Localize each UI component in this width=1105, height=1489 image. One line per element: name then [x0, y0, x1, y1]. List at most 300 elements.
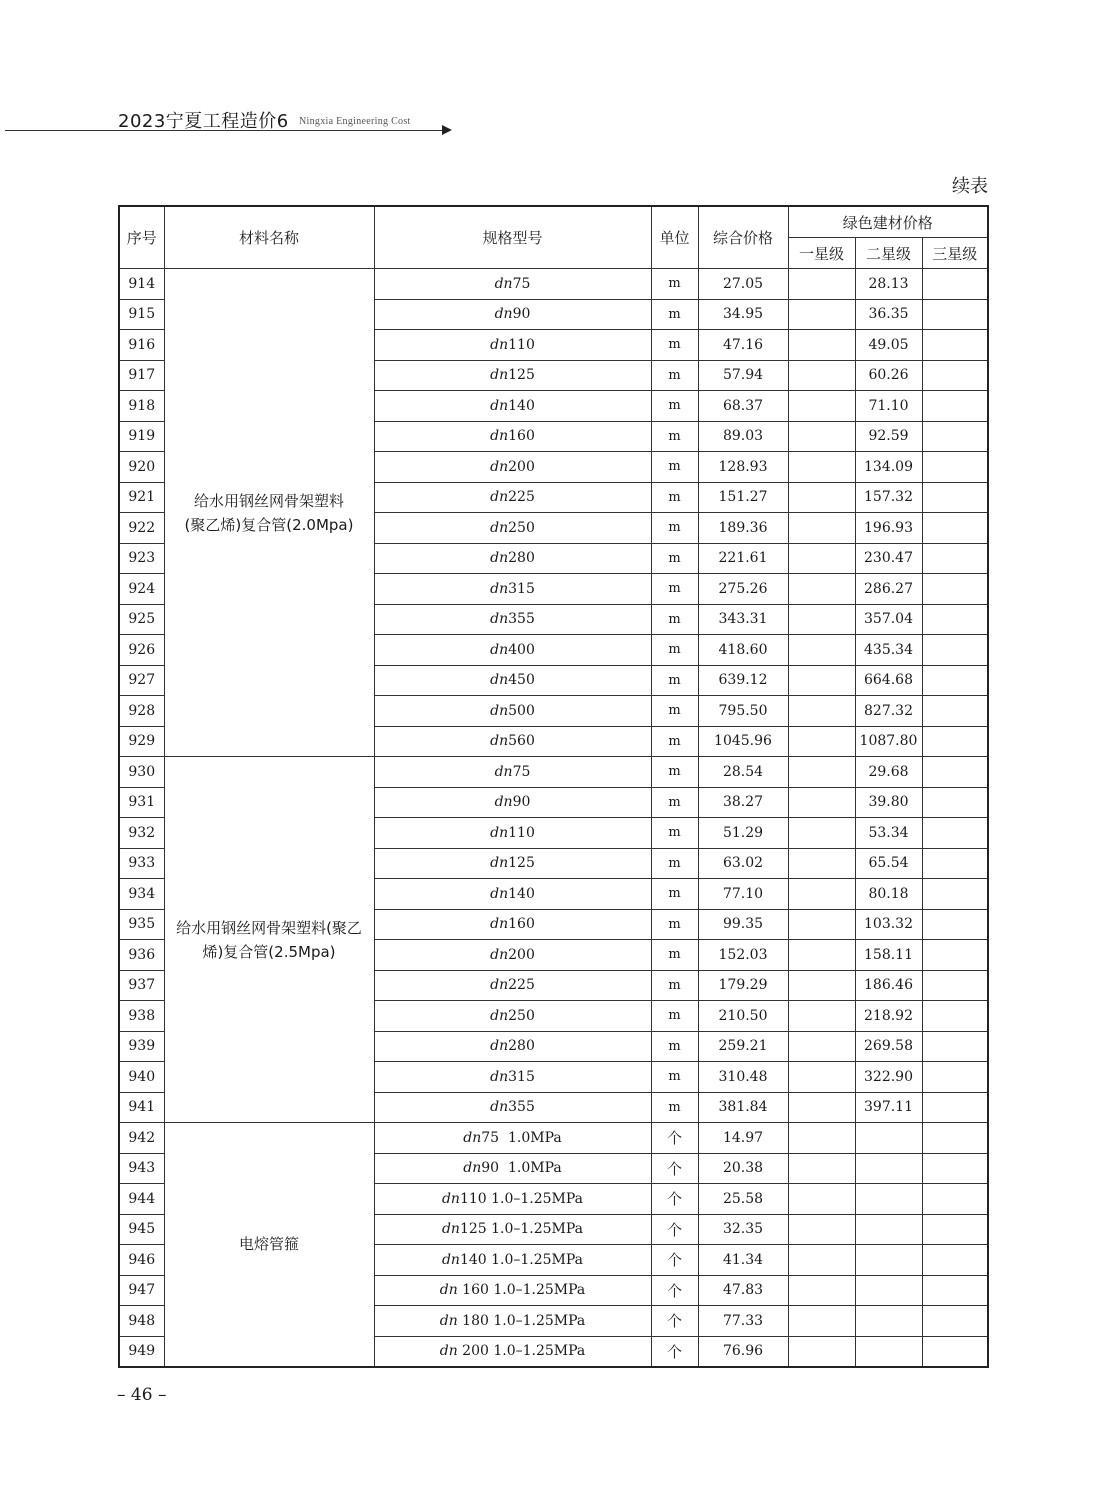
cell-price: 151.27	[698, 482, 788, 513]
cell-unit: m	[651, 1062, 698, 1093]
cell-price: 795.50	[698, 696, 788, 727]
spec-value: 90	[512, 794, 531, 811]
header-spec: 规格型号	[374, 206, 651, 269]
spec-value: 110	[508, 824, 535, 841]
cell-spec	[374, 452, 651, 483]
cell-price: 47.83	[698, 1275, 788, 1306]
cell-star-3	[922, 452, 988, 483]
cell-star-1	[788, 391, 855, 422]
cell-star-3	[922, 543, 988, 574]
cell-star-2	[855, 1123, 922, 1154]
cell-seq: 940	[119, 1062, 164, 1093]
cell-price: 221.61	[698, 543, 788, 574]
spec-value: 140	[508, 885, 535, 902]
cell-star-2	[855, 1184, 922, 1215]
cell-unit: 个	[651, 1214, 698, 1245]
cell-seq: 938	[119, 1001, 164, 1032]
table-row	[119, 1123, 988, 1154]
cell-price: 38.27	[698, 787, 788, 818]
cell-price: 41.34	[698, 1245, 788, 1276]
spec-dn-prefix: dn	[490, 580, 509, 597]
spec-dn-prefix: dn	[439, 1282, 458, 1299]
spec-dn-prefix: dn	[490, 367, 509, 384]
cell-price: 128.93	[698, 452, 788, 483]
cell-star-3	[922, 1062, 988, 1093]
spec-dn-prefix: dn	[490, 977, 509, 994]
header-star-3: 三星级	[922, 238, 988, 269]
cell-star-2: 186.46	[855, 970, 922, 1001]
spec-value: 355	[508, 1099, 535, 1116]
cell-spec	[374, 330, 651, 361]
cell-star-1	[788, 848, 855, 879]
cell-star-3	[922, 1306, 988, 1337]
cell-seq: 942	[119, 1123, 164, 1154]
page-number: – 46 –	[117, 1385, 167, 1405]
cell-star-2: 157.32	[855, 482, 922, 513]
cell-seq: 944	[119, 1184, 164, 1215]
cell-unit: m	[651, 818, 698, 849]
cell-unit: m	[651, 391, 698, 422]
cell-star-3	[922, 879, 988, 910]
cell-seq: 927	[119, 665, 164, 696]
cell-star-1	[788, 604, 855, 635]
cell-spec	[374, 787, 651, 818]
cell-star-2: 103.32	[855, 909, 922, 940]
cell-price: 210.50	[698, 1001, 788, 1032]
cell-seq: 915	[119, 299, 164, 330]
cell-star-2	[855, 1306, 922, 1337]
spec-dn-prefix: dn	[463, 1129, 482, 1146]
cell-unit: m	[651, 360, 698, 391]
cell-seq: 946	[119, 1245, 164, 1276]
cell-price: 20.38	[698, 1153, 788, 1184]
cell-star-1	[788, 1336, 855, 1367]
cell-spec	[374, 604, 651, 635]
spec-value: 250	[508, 519, 535, 536]
spec-dn-prefix: dn	[463, 1160, 482, 1177]
cell-star-1	[788, 574, 855, 605]
cell-star-1	[788, 1001, 855, 1032]
spec-value: 90 1.0MPa	[481, 1160, 562, 1177]
cell-spec	[374, 1001, 651, 1032]
cell-price: 259.21	[698, 1031, 788, 1062]
cell-seq: 917	[119, 360, 164, 391]
spec-dn-prefix: dn	[490, 1099, 509, 1116]
cell-price: 25.58	[698, 1184, 788, 1215]
price-table	[118, 205, 989, 1368]
cell-star-2: 230.47	[855, 543, 922, 574]
cell-star-1	[788, 1275, 855, 1306]
cell-material-name: 电熔管箍	[164, 1123, 374, 1367]
cell-spec	[374, 513, 651, 544]
cell-star-1	[788, 360, 855, 391]
header-seq: 序号	[119, 206, 164, 269]
cell-seq: 916	[119, 330, 164, 361]
cell-seq: 928	[119, 696, 164, 727]
cell-star-2: 60.26	[855, 360, 922, 391]
spec-value: 200	[508, 946, 535, 963]
cell-star-2	[855, 1153, 922, 1184]
cell-unit: m	[651, 726, 698, 757]
cell-seq: 935	[119, 909, 164, 940]
cell-star-3	[922, 909, 988, 940]
cell-seq: 939	[119, 1031, 164, 1062]
cell-seq: 937	[119, 970, 164, 1001]
cell-star-3	[922, 970, 988, 1001]
cell-star-2: 435.34	[855, 635, 922, 666]
cell-star-2: 53.34	[855, 818, 922, 849]
spec-value: 180 1.0–1.25MPa	[457, 1312, 586, 1329]
cell-star-2	[855, 1275, 922, 1306]
cell-star-1	[788, 1092, 855, 1123]
table-row	[119, 757, 988, 788]
spec-value: 110 1.0–1.25MPa	[459, 1190, 584, 1207]
cell-star-1	[788, 970, 855, 1001]
spec-dn-prefix: dn	[490, 489, 509, 506]
cell-star-1	[788, 879, 855, 910]
cell-price: 343.31	[698, 604, 788, 635]
spec-value: 280	[508, 1038, 535, 1055]
cell-unit: m	[651, 1031, 698, 1062]
spec-value: 90	[512, 306, 531, 323]
cell-price: 152.03	[698, 940, 788, 971]
spec-dn-prefix: dn	[439, 1312, 458, 1329]
cell-star-2: 357.04	[855, 604, 922, 635]
cell-unit: m	[651, 330, 698, 361]
cell-spec	[374, 940, 651, 971]
cell-star-1	[788, 269, 855, 300]
cell-star-2: 80.18	[855, 879, 922, 910]
running-header-subtitle: Ningxia Engineering Cost	[299, 116, 411, 127]
cell-star-2: 196.93	[855, 513, 922, 544]
spec-dn-prefix: dn	[441, 1251, 460, 1268]
cell-seq: 920	[119, 452, 164, 483]
spec-dn-prefix: dn	[441, 1221, 460, 1238]
cell-price: 418.60	[698, 635, 788, 666]
cell-seq: 929	[119, 726, 164, 757]
table-header	[119, 206, 988, 269]
header-price: 综合价格	[698, 206, 788, 269]
cell-price: 32.35	[698, 1214, 788, 1245]
cell-price: 179.29	[698, 970, 788, 1001]
header-unit: 单位	[651, 206, 698, 269]
cell-unit: m	[651, 543, 698, 574]
cell-star-3	[922, 726, 988, 757]
cell-unit: m	[651, 482, 698, 513]
cell-star-3	[922, 391, 988, 422]
spec-value: 75 1.0MPa	[481, 1129, 562, 1146]
cell-seq: 930	[119, 757, 164, 788]
cell-star-2: 158.11	[855, 940, 922, 971]
cell-star-2: 134.09	[855, 452, 922, 483]
cell-price: 76.96	[698, 1336, 788, 1367]
cell-seq: 932	[119, 818, 164, 849]
cell-price: 47.16	[698, 330, 788, 361]
cell-star-1	[788, 421, 855, 452]
cell-star-2	[855, 1214, 922, 1245]
spec-dn-prefix: dn	[490, 702, 509, 719]
cell-seq: 945	[119, 1214, 164, 1245]
spec-dn-prefix: dn	[490, 397, 509, 414]
spec-dn-prefix: dn	[490, 641, 509, 658]
spec-dn-prefix: dn	[490, 1038, 509, 1055]
cell-star-1	[788, 1153, 855, 1184]
table-body	[119, 269, 988, 1367]
cell-unit: 个	[651, 1123, 698, 1154]
cell-star-1	[788, 940, 855, 971]
cell-star-2	[855, 1336, 922, 1367]
cell-star-2: 1087.80	[855, 726, 922, 757]
spec-dn-prefix: dn	[494, 275, 513, 292]
cell-seq: 922	[119, 513, 164, 544]
cell-unit: 个	[651, 1306, 698, 1337]
spec-dn-prefix: dn	[490, 611, 509, 628]
cell-unit: m	[651, 757, 698, 788]
cell-star-3	[922, 421, 988, 452]
cell-star-3	[922, 604, 988, 635]
cell-star-3	[922, 1275, 988, 1306]
spec-dn-prefix: dn	[490, 855, 509, 872]
cell-spec	[374, 970, 651, 1001]
cell-star-1	[788, 1306, 855, 1337]
cell-star-3	[922, 1245, 988, 1276]
cell-star-1	[788, 726, 855, 757]
cell-seq: 936	[119, 940, 164, 971]
cell-price: 27.05	[698, 269, 788, 300]
cell-spec	[374, 1275, 651, 1306]
cell-unit: m	[651, 1092, 698, 1123]
cell-seq: 947	[119, 1275, 164, 1306]
cell-star-1	[788, 635, 855, 666]
cell-star-3	[922, 513, 988, 544]
header-green-price: 绿色建材价格	[788, 206, 988, 238]
cell-unit: m	[651, 513, 698, 544]
spec-dn-prefix: dn	[441, 1190, 460, 1207]
cell-star-1	[788, 1031, 855, 1062]
cell-unit: 个	[651, 1153, 698, 1184]
cell-unit: m	[651, 269, 698, 300]
cell-price: 51.29	[698, 818, 788, 849]
cell-star-1	[788, 818, 855, 849]
cell-seq: 941	[119, 1092, 164, 1123]
cell-star-1	[788, 299, 855, 330]
cell-star-3	[922, 330, 988, 361]
spec-dn-prefix: dn	[490, 1007, 509, 1024]
cell-unit: m	[651, 909, 698, 940]
spec-dn-prefix: dn	[494, 794, 513, 811]
spec-value: 140	[508, 397, 535, 414]
spec-dn-prefix: dn	[490, 428, 509, 445]
cell-price: 89.03	[698, 421, 788, 452]
cell-spec	[374, 1062, 651, 1093]
cell-unit: m	[651, 635, 698, 666]
cell-spec	[374, 1245, 651, 1276]
cell-star-2: 397.11	[855, 1092, 922, 1123]
cell-star-2: 92.59	[855, 421, 922, 452]
cell-price: 99.35	[698, 909, 788, 940]
cell-material-name: 给水用钢丝网骨架塑料 (聚乙烯)复合管(2.0Mpa)	[164, 269, 374, 757]
cell-star-2: 322.90	[855, 1062, 922, 1093]
spec-dn-prefix: dn	[494, 763, 513, 780]
cell-star-1	[788, 1245, 855, 1276]
cell-spec	[374, 360, 651, 391]
cell-price: 28.54	[698, 757, 788, 788]
cell-unit: 个	[651, 1336, 698, 1367]
cell-star-3	[922, 1092, 988, 1123]
cell-star-3	[922, 1336, 988, 1367]
spec-value: 450	[508, 672, 535, 689]
cell-star-3	[922, 635, 988, 666]
cell-star-1	[788, 665, 855, 696]
cell-spec	[374, 1336, 651, 1367]
cell-star-2: 36.35	[855, 299, 922, 330]
cell-unit: m	[651, 1001, 698, 1032]
cell-spec	[374, 757, 651, 788]
spec-dn-prefix: dn	[490, 519, 509, 536]
spec-dn-prefix: dn	[490, 550, 509, 567]
spec-value: 250	[508, 1007, 535, 1024]
cell-star-3	[922, 787, 988, 818]
cell-star-3	[922, 1031, 988, 1062]
cell-spec	[374, 848, 651, 879]
cell-price: 381.84	[698, 1092, 788, 1123]
cell-star-3	[922, 360, 988, 391]
cell-spec	[374, 269, 651, 300]
spec-value: 75	[512, 763, 531, 780]
cell-star-1	[788, 696, 855, 727]
cell-star-2: 664.68	[855, 665, 922, 696]
cell-unit: m	[651, 696, 698, 727]
running-header-title: 2023宁夏工程造价6	[118, 111, 289, 132]
cell-star-2: 286.27	[855, 574, 922, 605]
spec-value: 315	[508, 1068, 535, 1085]
cell-star-3	[922, 269, 988, 300]
cell-star-3	[922, 665, 988, 696]
cell-spec	[374, 1306, 651, 1337]
spec-dn-prefix: dn	[494, 306, 513, 323]
cell-star-3	[922, 1184, 988, 1215]
cell-seq: 948	[119, 1306, 164, 1337]
cell-seq: 924	[119, 574, 164, 605]
cell-price: 77.10	[698, 879, 788, 910]
cell-unit: m	[651, 604, 698, 635]
spec-value: 110	[508, 336, 535, 353]
cell-seq: 923	[119, 543, 164, 574]
cell-star-3	[922, 574, 988, 605]
spec-value: 200 1.0–1.25MPa	[457, 1343, 586, 1359]
cell-star-1	[788, 909, 855, 940]
cell-price: 310.48	[698, 1062, 788, 1093]
cell-star-1	[788, 1062, 855, 1093]
cell-star-2: 827.32	[855, 696, 922, 727]
spec-value: 560	[508, 733, 535, 750]
cell-unit: 个	[651, 1184, 698, 1215]
spec-value: 125 1.0–1.25MPa	[459, 1221, 584, 1238]
cell-star-3	[922, 482, 988, 513]
cell-price: 57.94	[698, 360, 788, 391]
cell-star-2: 65.54	[855, 848, 922, 879]
spec-dn-prefix: dn	[490, 336, 509, 353]
cell-star-2: 218.92	[855, 1001, 922, 1032]
cell-star-3	[922, 848, 988, 879]
spec-value: 200	[508, 458, 535, 475]
cell-star-3	[922, 757, 988, 788]
continuation-label: 续表	[952, 176, 988, 197]
spec-value: 160	[508, 428, 535, 445]
cell-price: 275.26	[698, 574, 788, 605]
cell-price: 1045.96	[698, 726, 788, 757]
cell-spec	[374, 818, 651, 849]
cell-spec	[374, 1153, 651, 1184]
cell-unit: m	[651, 848, 698, 879]
spec-dn-prefix: dn	[490, 733, 509, 750]
cell-price: 189.36	[698, 513, 788, 544]
cell-star-2	[855, 1245, 922, 1276]
cell-star-2: 28.13	[855, 269, 922, 300]
spec-value: 140 1.0–1.25MPa	[459, 1251, 584, 1268]
header-star-2: 二星级	[855, 238, 922, 269]
cell-spec	[374, 665, 651, 696]
cell-star-2: 29.68	[855, 757, 922, 788]
cell-unit: m	[651, 574, 698, 605]
cell-spec	[374, 391, 651, 422]
spec-value: 225	[508, 977, 535, 994]
cell-spec	[374, 1031, 651, 1062]
cell-spec	[374, 482, 651, 513]
spec-value: 75	[512, 275, 531, 292]
cell-seq: 949	[119, 1336, 164, 1367]
table-row	[119, 269, 988, 300]
cell-seq: 934	[119, 879, 164, 910]
cell-seq: 919	[119, 421, 164, 452]
cell-star-1	[788, 543, 855, 574]
spec-value: 355	[508, 611, 535, 628]
cell-star-3	[922, 1001, 988, 1032]
cell-star-1	[788, 1184, 855, 1215]
spec-dn-prefix: dn	[490, 824, 509, 841]
spec-value: 125	[508, 855, 535, 872]
cell-price: 68.37	[698, 391, 788, 422]
cell-price: 14.97	[698, 1123, 788, 1154]
cell-star-1	[788, 787, 855, 818]
cell-unit: m	[651, 299, 698, 330]
arrow-right-icon	[442, 125, 452, 135]
cell-star-2: 49.05	[855, 330, 922, 361]
cell-spec	[374, 421, 651, 452]
cell-unit: m	[651, 970, 698, 1001]
cell-spec	[374, 1092, 651, 1123]
spec-value: 125	[508, 367, 535, 384]
spec-value: 315	[508, 580, 535, 597]
cell-unit: m	[651, 421, 698, 452]
cell-star-2: 39.80	[855, 787, 922, 818]
cell-star-1	[788, 330, 855, 361]
cell-star-3	[922, 818, 988, 849]
cell-star-3	[922, 1153, 988, 1184]
cell-star-3	[922, 299, 988, 330]
cell-seq: 921	[119, 482, 164, 513]
spec-dn-prefix: dn	[490, 672, 509, 689]
cell-seq: 925	[119, 604, 164, 635]
spec-value: 160 1.0–1.25MPa	[457, 1282, 586, 1299]
cell-unit: 个	[651, 1245, 698, 1276]
cell-spec	[374, 909, 651, 940]
cell-spec	[374, 299, 651, 330]
cell-seq: 933	[119, 848, 164, 879]
header-rule	[5, 130, 448, 131]
cell-seq: 914	[119, 269, 164, 300]
cell-star-3	[922, 1123, 988, 1154]
